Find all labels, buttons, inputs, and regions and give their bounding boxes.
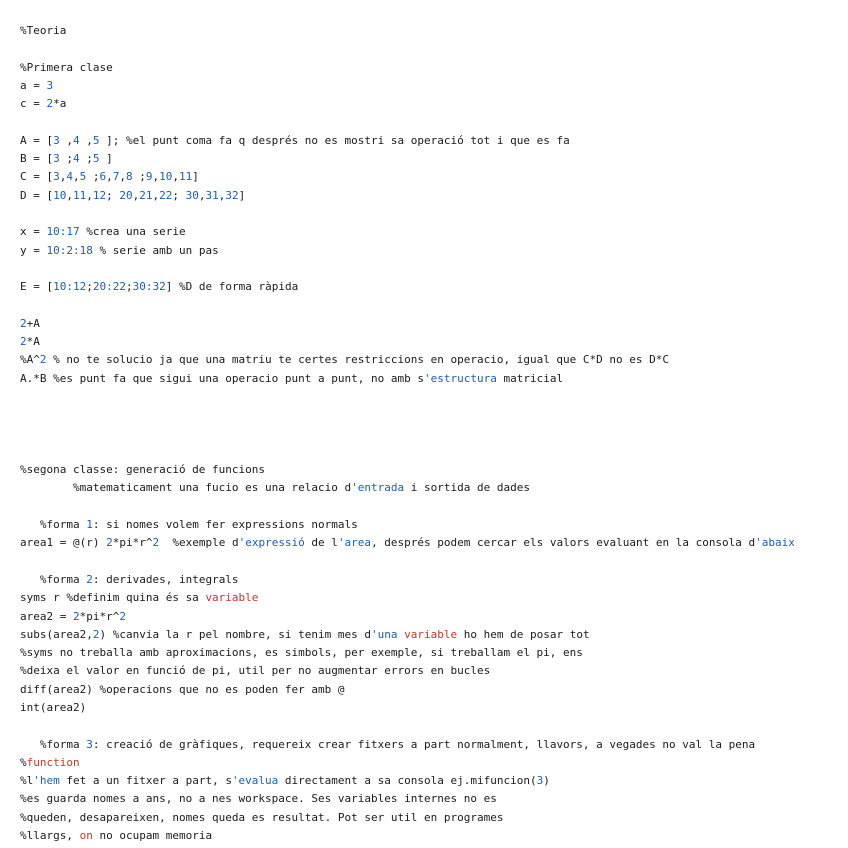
code-line[interactable] (20, 205, 795, 223)
code-number: 3 (46, 78, 54, 92)
code-text: fet a un fitxer a part, s (59, 774, 232, 788)
code-number: 2 (106, 536, 113, 550)
code-line[interactable] (20, 736, 795, 754)
code-text: %A^ (20, 353, 40, 367)
code-number: 2 (92, 627, 100, 641)
code-line[interactable] (20, 22, 795, 40)
code-text: , després podem cercar els valors evaluant en la consola d (371, 536, 756, 550)
code-text: ; (86, 280, 93, 294)
code-text: %es guarda nomes a ans, no a nes workspace. Ses variables internes no es (20, 792, 497, 806)
code-text: B = [ (20, 152, 54, 166)
code-text: y = (20, 243, 47, 257)
code-text: , (132, 188, 140, 202)
code-number: 3 (53, 133, 60, 147)
code-number: 2 (72, 609, 80, 623)
code-text: %Teoria (20, 24, 67, 37)
code-text: %queden, desapareixen, nomes queda es resultat. Pot ser util en programes (20, 810, 504, 824)
code-text: directament a sa consola ej.mifuncion( (278, 774, 537, 788)
code-number: 3 (536, 774, 544, 788)
code-text: i sortida de dades (404, 481, 530, 495)
code-number: 8 (126, 170, 133, 184)
code-number: 4 (73, 152, 80, 166)
code-line[interactable] (20, 662, 795, 680)
code-text: syms r %definim quina és sa (20, 591, 206, 605)
code-text: ; (79, 152, 93, 166)
code-line[interactable] (20, 516, 795, 534)
code-line[interactable] (20, 77, 795, 95)
code-number: 3 (53, 152, 60, 166)
code-number: 30:32 (132, 280, 166, 294)
code-number: 10:2:18 (46, 243, 93, 257)
code-text: %deixa el valor en funció de pi, util per no augmentar errors en bucles (20, 664, 491, 678)
code-number: 21 (139, 188, 153, 202)
code-text: *a (53, 97, 67, 111)
code-number: 5 (79, 170, 87, 184)
code-text: %forma (20, 518, 87, 532)
code-line[interactable] (20, 351, 795, 369)
code-text: , (198, 188, 206, 202)
code-text: A = [ (20, 133, 54, 147)
code-line[interactable] (20, 333, 795, 351)
code-number: 11 (73, 188, 87, 202)
code-line[interactable] (20, 699, 795, 717)
code-line[interactable] (20, 479, 795, 497)
code-number: 3 (53, 170, 60, 184)
code-text: area2 = (20, 609, 73, 623)
code-number: 20:22 (92, 280, 126, 294)
code-line[interactable] (20, 717, 795, 735)
code-text-area[interactable] (20, 22, 795, 845)
code-number: 6 (99, 170, 107, 184)
code-line[interactable] (20, 425, 795, 443)
code-text: ; (86, 170, 100, 184)
code-text: %matematicament una fucio es una relacio d (20, 481, 352, 495)
code-string: 'area (337, 536, 372, 550)
code-keyword: function (26, 755, 80, 769)
code-text: subs(area2, (20, 627, 93, 641)
code-number: 2 (20, 316, 27, 330)
code-text: diff(area2) %operacions que no es poden fer amb @ (20, 682, 345, 696)
code-line[interactable] (20, 296, 795, 314)
code-line[interactable] (20, 132, 795, 150)
code-text: ] (238, 188, 246, 202)
code-text: , (152, 170, 160, 184)
code-number: 20 (119, 188, 133, 202)
code-text: area1 = @(r) (20, 536, 107, 550)
code-line[interactable] (20, 571, 795, 589)
code-line[interactable] (20, 315, 795, 333)
code-text: , (79, 133, 93, 147)
code-text: , (119, 170, 126, 184)
code-line[interactable] (20, 242, 795, 260)
code-line[interactable] (20, 772, 795, 790)
code-number: 2 (152, 536, 160, 550)
code-text: %l (20, 774, 34, 788)
code-number: 1 (86, 518, 93, 532)
code-text: % serie amb un pas (92, 243, 219, 257)
code-text: A.*B %es punt fa que sigui una operacio punt a punt, no amb s (20, 371, 424, 385)
code-text: , (152, 188, 160, 202)
code-line[interactable] (20, 278, 795, 296)
code-text: matricial (496, 371, 564, 385)
code-text: ; (172, 188, 186, 202)
code-text: %crea una serie (79, 225, 186, 239)
code-number: 2 (39, 353, 47, 367)
code-text: : si nomes volem fer expressions normals (92, 518, 358, 532)
code-text: %forma (20, 572, 87, 586)
code-line[interactable] (20, 168, 795, 186)
code-line[interactable] (20, 150, 795, 168)
code-string: 'hem (33, 774, 60, 788)
code-number: 9 (145, 170, 153, 184)
code-number: 4 (73, 133, 80, 147)
code-number: 5 (92, 152, 100, 166)
code-number: 2 (46, 97, 54, 111)
code-text: de l (304, 536, 338, 550)
code-text: , (86, 188, 93, 202)
code-line[interactable] (20, 223, 795, 241)
code-text: : creació de gràfiques, requereix crear fitxers a part normalment, llavors, a vegades no val la pena (92, 737, 756, 751)
code-line[interactable] (20, 260, 795, 278)
code-number: 7 (112, 170, 120, 184)
code-line[interactable] (20, 40, 795, 58)
code-text: no ocupam memoria (92, 829, 213, 843)
code-text: ] (192, 170, 199, 184)
code-text: *pi*r^ (112, 536, 153, 550)
code-line[interactable] (20, 406, 795, 424)
code-number: 30 (185, 188, 199, 202)
code-line[interactable] (20, 644, 795, 662)
code-line[interactable] (20, 809, 795, 827)
code-text: ]; %el punt coma fa q després no es mostri sa operació tot i que es fa (99, 133, 570, 147)
code-text: , (59, 133, 73, 147)
code-text: ) %canvia la r pel nombre, si tenim mes d (99, 627, 372, 641)
code-line[interactable] (20, 827, 795, 845)
code-line[interactable] (20, 461, 795, 479)
code-text: : derivades, integrals (92, 572, 239, 586)
code-line[interactable] (20, 388, 795, 406)
code-text: , (218, 188, 226, 202)
code-text: x = (20, 225, 47, 239)
code-text: ; (106, 188, 120, 202)
code-text: , (59, 170, 67, 184)
code-string: 'estructura (423, 371, 497, 385)
code-line[interactable] (20, 370, 795, 388)
code-line[interactable] (20, 681, 795, 699)
code-text: C = [ (20, 170, 54, 184)
code-text: %syms no treballa amb aproximacions, es simbols, per exemple, si treballam el pi, ens (20, 646, 583, 660)
code-keyword: variable (205, 591, 259, 605)
code-number: 22 (159, 188, 173, 202)
code-number: 10:17 (46, 225, 80, 239)
code-number: 2 (86, 572, 93, 586)
code-text: %forma (20, 737, 87, 751)
code-text: c = (20, 97, 47, 111)
code-text: ) (543, 774, 550, 788)
code-text: ; (132, 170, 146, 184)
code-line[interactable] (20, 608, 795, 626)
code-text: *A (26, 335, 40, 349)
code-keyword: variable (404, 627, 458, 641)
code-number: 32 (225, 188, 239, 202)
code-line[interactable] (20, 187, 795, 205)
code-number: 5 (92, 133, 100, 147)
code-string: 'abaix (755, 536, 795, 550)
code-number: 10:12 (53, 280, 87, 294)
code-number: 12 (92, 188, 107, 202)
code-line[interactable] (20, 790, 795, 808)
code-text: +A (26, 316, 40, 330)
code-line[interactable] (20, 113, 795, 131)
code-number: 2 (20, 335, 27, 349)
code-number: 10 (159, 170, 173, 184)
code-text: *pi*r^ (79, 609, 120, 623)
code-text: , (172, 170, 179, 184)
code-text: E = [ (20, 280, 54, 294)
code-keyword: on (79, 829, 93, 843)
code-text: a = (20, 78, 47, 92)
code-line[interactable] (20, 59, 795, 77)
code-string: 'una (371, 627, 398, 641)
code-text: D = [ (20, 188, 54, 202)
code-text: % (20, 755, 27, 769)
code-line[interactable] (20, 95, 795, 113)
code-text: , (106, 170, 113, 184)
code-text: %exemple d (159, 536, 239, 550)
code-string: 'evalua (231, 774, 279, 788)
code-line[interactable] (20, 534, 795, 552)
code-text: %Primera clase (20, 60, 113, 74)
code-string: 'expressió (238, 536, 305, 550)
code-line[interactable] (20, 498, 795, 516)
code-number: 11 (179, 170, 193, 184)
code-text: % no te solucio ja que una matriu te certes restriccions en operacio, igual que C*D no es D*C (46, 353, 670, 367)
code-text: %llargs, (20, 829, 80, 843)
code-text: %segona classe: generació de funcions (20, 463, 266, 477)
code-text: ho hem de posar tot (457, 627, 590, 641)
code-line[interactable] (20, 626, 795, 644)
code-text: ; (126, 280, 133, 294)
code-line[interactable] (20, 553, 795, 571)
code-number: 31 (205, 188, 219, 202)
code-string: 'entrada (351, 481, 405, 495)
code-line[interactable] (20, 754, 795, 772)
code-text: , (66, 188, 73, 202)
code-text: , (73, 170, 80, 184)
code-text: int(area2) (20, 700, 87, 714)
code-number: 4 (66, 170, 73, 184)
code-line[interactable] (20, 589, 795, 607)
code-line[interactable] (20, 443, 795, 461)
code-number: 10 (53, 188, 67, 202)
code-number: 3 (86, 737, 93, 751)
code-number: 2 (119, 609, 126, 623)
code-text: ; (59, 152, 73, 166)
code-text: ] %D de forma ràpida (165, 280, 299, 294)
code-text: ] (99, 152, 113, 166)
